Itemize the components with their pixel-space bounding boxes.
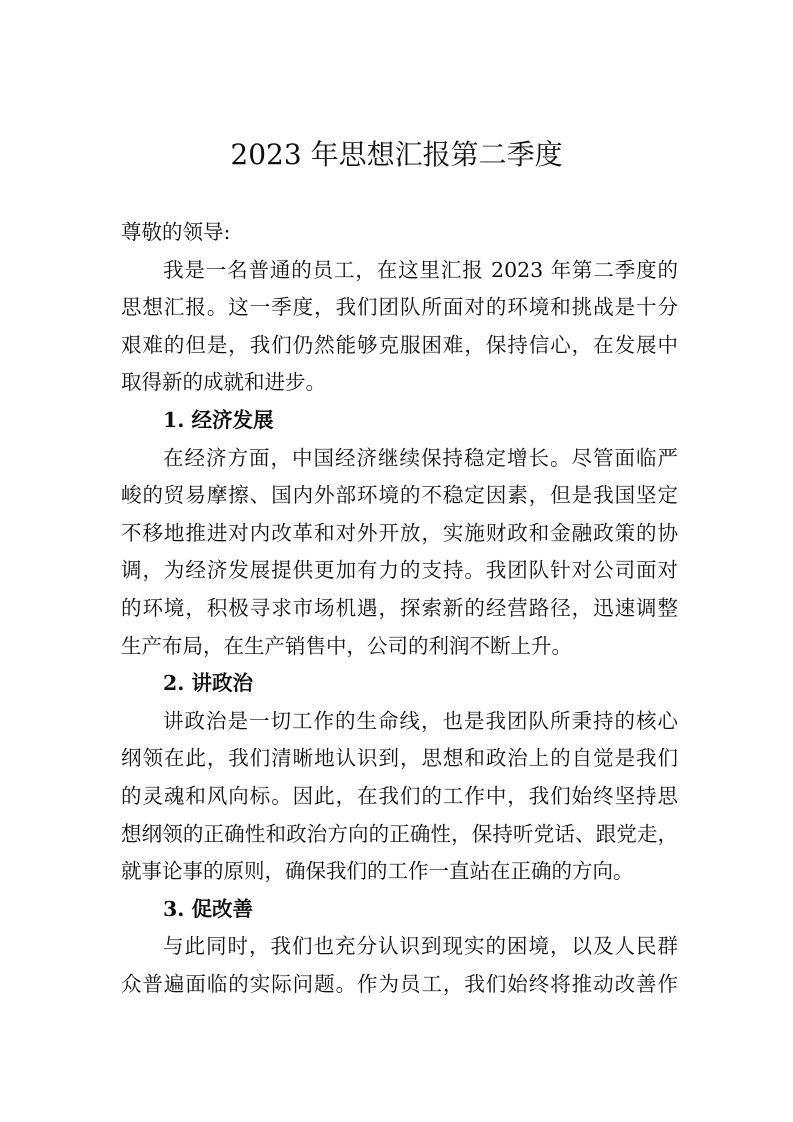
paragraph-line: 峻的贸易摩擦、国内外部环境的不稳定因素，但是我国坚定: [121, 483, 678, 508]
paragraph-line: 想纲领的正确性和政治方向的正确性，保持听党话、跟党走，: [121, 821, 678, 846]
paragraph-line: 的灵魂和风向标。因此，在我们的工作中，我们始终坚持思: [121, 783, 678, 808]
document-body: [121, 214, 678, 1003]
paragraph-line: 艰难的但是，我们仍然能够克服困难，保持信心，在发展中: [121, 332, 678, 357]
paragraph-line: 我是一名普通的员工，在这里汇报 2023 年第二季度的: [163, 257, 678, 282]
paragraph-line: 调，为经济发展提供更加有力的支持。我团队针对公司面对: [121, 558, 678, 583]
paragraph-line: 纲领在此，我们清晰地认识到，思想和政治上的自觉是我们: [121, 746, 678, 771]
paragraph-line: 思想汇报。这一季度，我们团队所面对的环境和挑战是十分: [121, 295, 678, 320]
paragraph-line: 生产布局，在生产销售中，公司的利润不断上升。: [121, 633, 572, 658]
paragraph-line: 在经济方面，中国经济继续保持稳定增长。尽管面临严: [163, 445, 678, 470]
paragraph-line: 就事论事的原则，确保我们的工作一直站在正确的方向。: [121, 859, 634, 884]
salutation: 尊敬的领导:: [121, 220, 231, 244]
document-title: 2023 年思想汇报第二季度: [230, 138, 563, 171]
section-heading-politics: 2. 讲政治: [163, 671, 254, 696]
section-heading-economy: 1. 经济发展: [163, 407, 274, 432]
paragraph-line: 不移地推进对内改革和对外开放，实施财政和金融政策的协: [121, 520, 678, 545]
paragraph-line: 的环境，积极寻求市场机遇，探索新的经营路径，迅速调整: [121, 595, 678, 620]
paragraph-line: 讲政治是一切工作的生命线，也是我团队所秉持的核心: [163, 708, 678, 733]
section-heading-improvement: 3. 促改善: [163, 896, 254, 921]
paragraph-line: 与此同时，我们也充分认识到现实的困境，以及人民群: [163, 934, 678, 959]
paragraph-line: 众普遍面临的实际问题。作为员工，我们始终将推动改善作: [121, 971, 678, 996]
paragraph-line: 取得新的成就和进步。: [121, 370, 326, 395]
